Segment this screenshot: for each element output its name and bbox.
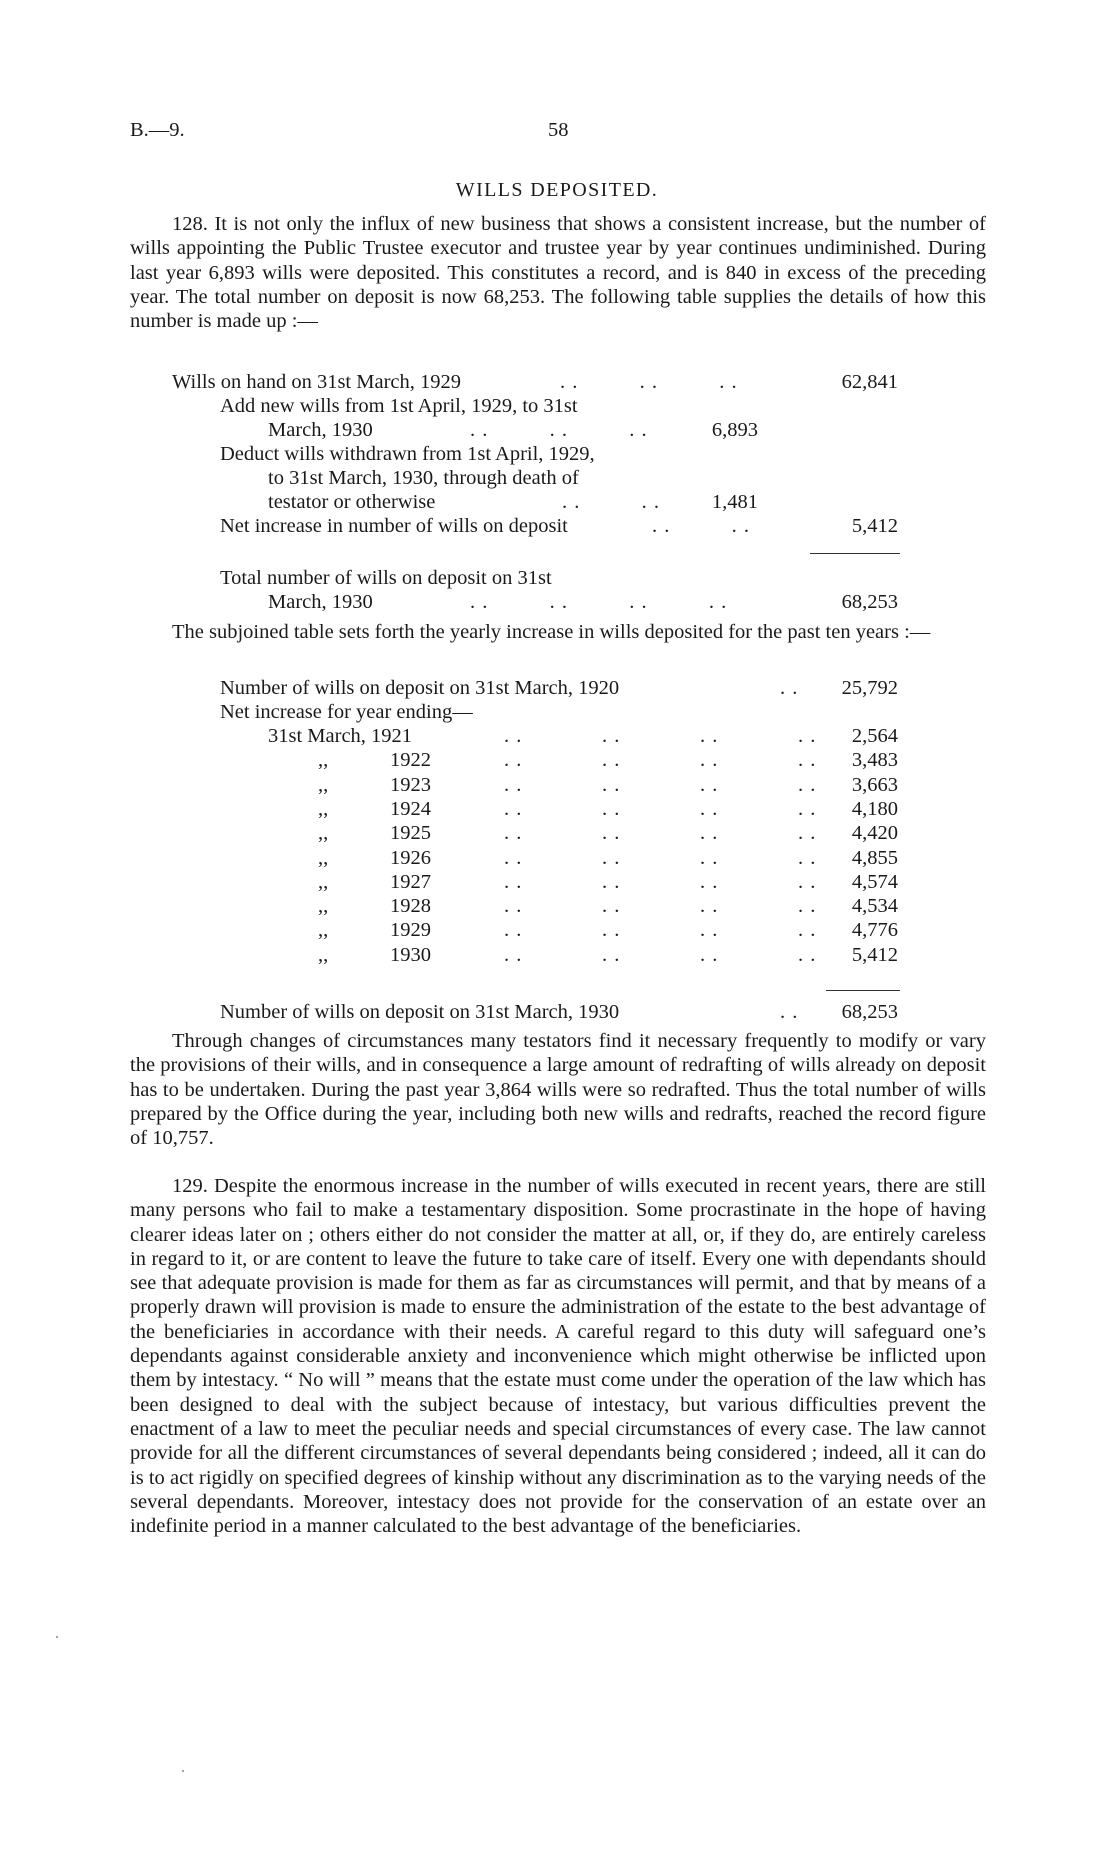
page-reference: B.—9. xyxy=(130,119,185,141)
on-hand-label: Wills on hand on 31st March, 1929 xyxy=(172,371,461,393)
year-label: 1925 xyxy=(390,822,431,844)
leader-dots: . . . . . . . . xyxy=(504,749,817,771)
sum-rule xyxy=(810,553,900,554)
ditto-mark: ,, xyxy=(318,871,329,893)
ditto-mark: ,, xyxy=(318,822,329,844)
total-label-line2: March, 1930 xyxy=(268,591,373,613)
year-label: 1928 xyxy=(390,895,431,917)
add-value: 6,893 xyxy=(711,419,758,441)
leader-dots: . . . . . . . . xyxy=(504,822,817,844)
deduct-label-line3: testator or otherwise xyxy=(268,491,436,513)
net-increase-label: Net increase in number of wills on deposit xyxy=(220,515,568,537)
increase-value: 3,663 xyxy=(851,774,898,796)
ditto-mark: ,, xyxy=(318,798,329,820)
paragraph-128: 128. It is not only the influx of new business that shows a consistent increase, but the number of wills appointing the Public Trustee executor and trustee year by year continues undiminished. During last year 6,893 wills were deposited. This constitutes a record, and is 840 in excess of the preceding year. The total number on deposit is now 68,253. The following table supplies the details of how this number is made up :— xyxy=(130,213,986,333)
leader-dots: . . . . . . . . xyxy=(504,944,817,966)
print-speck xyxy=(56,1636,58,1638)
start-value: 25,792 xyxy=(841,677,898,699)
on-hand-value: 62,841 xyxy=(841,371,898,393)
leader-dots: . . . . . . . . xyxy=(504,919,817,941)
year-label: 1929 xyxy=(390,919,431,941)
year-label: 1922 xyxy=(390,749,431,771)
end-value: 68,253 xyxy=(841,1001,898,1023)
year-label: 1924 xyxy=(390,798,431,820)
leader-dots: . . . . . . . . xyxy=(470,591,728,613)
year-label: 1927 xyxy=(390,871,431,893)
page-number: 58 xyxy=(548,119,569,141)
total-label-line1: Total number of wills on deposit on 31st xyxy=(220,567,552,589)
ditto-mark: ,, xyxy=(318,919,329,941)
leader-dots: . . . . xyxy=(652,515,750,537)
paragraph-redrafts: Through changes of circumstances many testators find it necessary frequently to modify or vary the provisions of their wills, and in consequence a large amount of redrafting of wills already on deposit has to be undertaken. During the past year 3,864 wills were so redrafted. Thus the total number of wills prepared by the Office during the year, including both new wills and redrafts, reached the record figure of 10,757. xyxy=(130,1030,986,1150)
leader-dots: . . . . xyxy=(562,491,660,513)
increase-value: 4,534 xyxy=(851,895,898,917)
increase-value: 4,180 xyxy=(851,798,898,820)
sum-rule xyxy=(826,990,900,991)
increase-value: 3,483 xyxy=(851,749,898,771)
increase-value: 2,564 xyxy=(851,725,898,747)
leader-dots: . . . . . . . . xyxy=(504,895,817,917)
paragraph-129: 129. Despite the enormous increase in the number of wills executed in recent years, there are still many persons who fail to make a testamentary disposition. Some procrastinate in the hope of having clearer ideas later on ; others either do not consider the matter at all, or, if they do, are entirely careless in regard to it, or are content to leave the future to take care of itself. Every one with dependants should see that adequate provision is made for them as far as circumstances will permit, and that by means of a properly drawn will provision is made to ensure the administration of the estate to the best advantage of the beneficiaries in accordance with their needs. A careful regard to this duty will safeguard one’s dependants against considerable anxiety and inconvenience which might otherwise be inflicted upon them by intestacy. “ No will ” means that the estate must come under the operation of the law which has been designed to deal with the subject because of intestacy, but various difficulties prevent the enactment of a law to meet the peculiar needs and special circumstances of every case. The law cannot provide for all the different circumstances of several dependants being considered ; indeed, all it can do is to act rigidly on specified degrees of kinship without any discrimination as to the varying needs of the several dependants. Moreover, intestacy does not provide for the conservation of an estate over an indefinite period in a manner calculated to the best advantage of the beneficiaries. xyxy=(130,1175,986,1538)
leader-dots: . . . . . . xyxy=(470,419,648,441)
section-title: WILLS DEPOSITED. xyxy=(455,179,659,201)
increase-value: 4,776 xyxy=(851,919,898,941)
leader-dots: . . . . . . . . xyxy=(504,725,817,747)
leader-dots: . . . . . . . . xyxy=(504,774,817,796)
ditto-mark: ,, xyxy=(318,895,329,917)
add-label-line2: March, 1930 xyxy=(268,419,373,441)
leader-dots: . . . . . . xyxy=(560,371,738,393)
end-label: Number of wills on deposit on 31st March, 1930 xyxy=(220,1001,620,1023)
leader-dots: . . xyxy=(780,1001,799,1023)
increase-value: 4,420 xyxy=(851,822,898,844)
net-increase-value: 5,412 xyxy=(851,515,898,537)
increase-value: 4,574 xyxy=(851,871,898,893)
leader-dots: . . . . . . . . xyxy=(504,847,817,869)
total-value: 68,253 xyxy=(841,591,898,613)
ditto-mark: ,, xyxy=(318,944,329,966)
ditto-mark: ,, xyxy=(318,774,329,796)
ditto-mark: ,, xyxy=(318,847,329,869)
year-label: 1923 xyxy=(390,774,431,796)
deduct-label-line2: to 31st March, 1930, through death of xyxy=(268,467,579,489)
year-label: 31st March, 1921 xyxy=(268,725,413,747)
deduct-label-line1: Deduct wills withdrawn from 1st April, 1929, xyxy=(220,443,595,465)
leader-dots: . . . . . . . . xyxy=(504,798,817,820)
print-speck xyxy=(182,1770,184,1772)
paragraph-subjoined: The subjoined table sets forth the yearly increase in wills deposited for the past ten years :— xyxy=(172,621,931,643)
leader-dots: . . . . . . . . xyxy=(504,871,817,893)
deduct-value: 1,481 xyxy=(711,491,758,513)
year-label: 1930 xyxy=(390,944,431,966)
start-label: Number of wills on deposit on 31st March, 1920 xyxy=(220,677,620,699)
leader-dots: . . xyxy=(780,677,799,699)
increase-value: 5,412 xyxy=(851,944,898,966)
add-label-line1: Add new wills from 1st April, 1929, to 31st xyxy=(220,395,578,417)
increase-value: 4,855 xyxy=(851,847,898,869)
ditto-mark: ,, xyxy=(318,749,329,771)
net-increase-heading: Net increase for year ending— xyxy=(220,701,473,723)
year-label: 1926 xyxy=(390,847,431,869)
